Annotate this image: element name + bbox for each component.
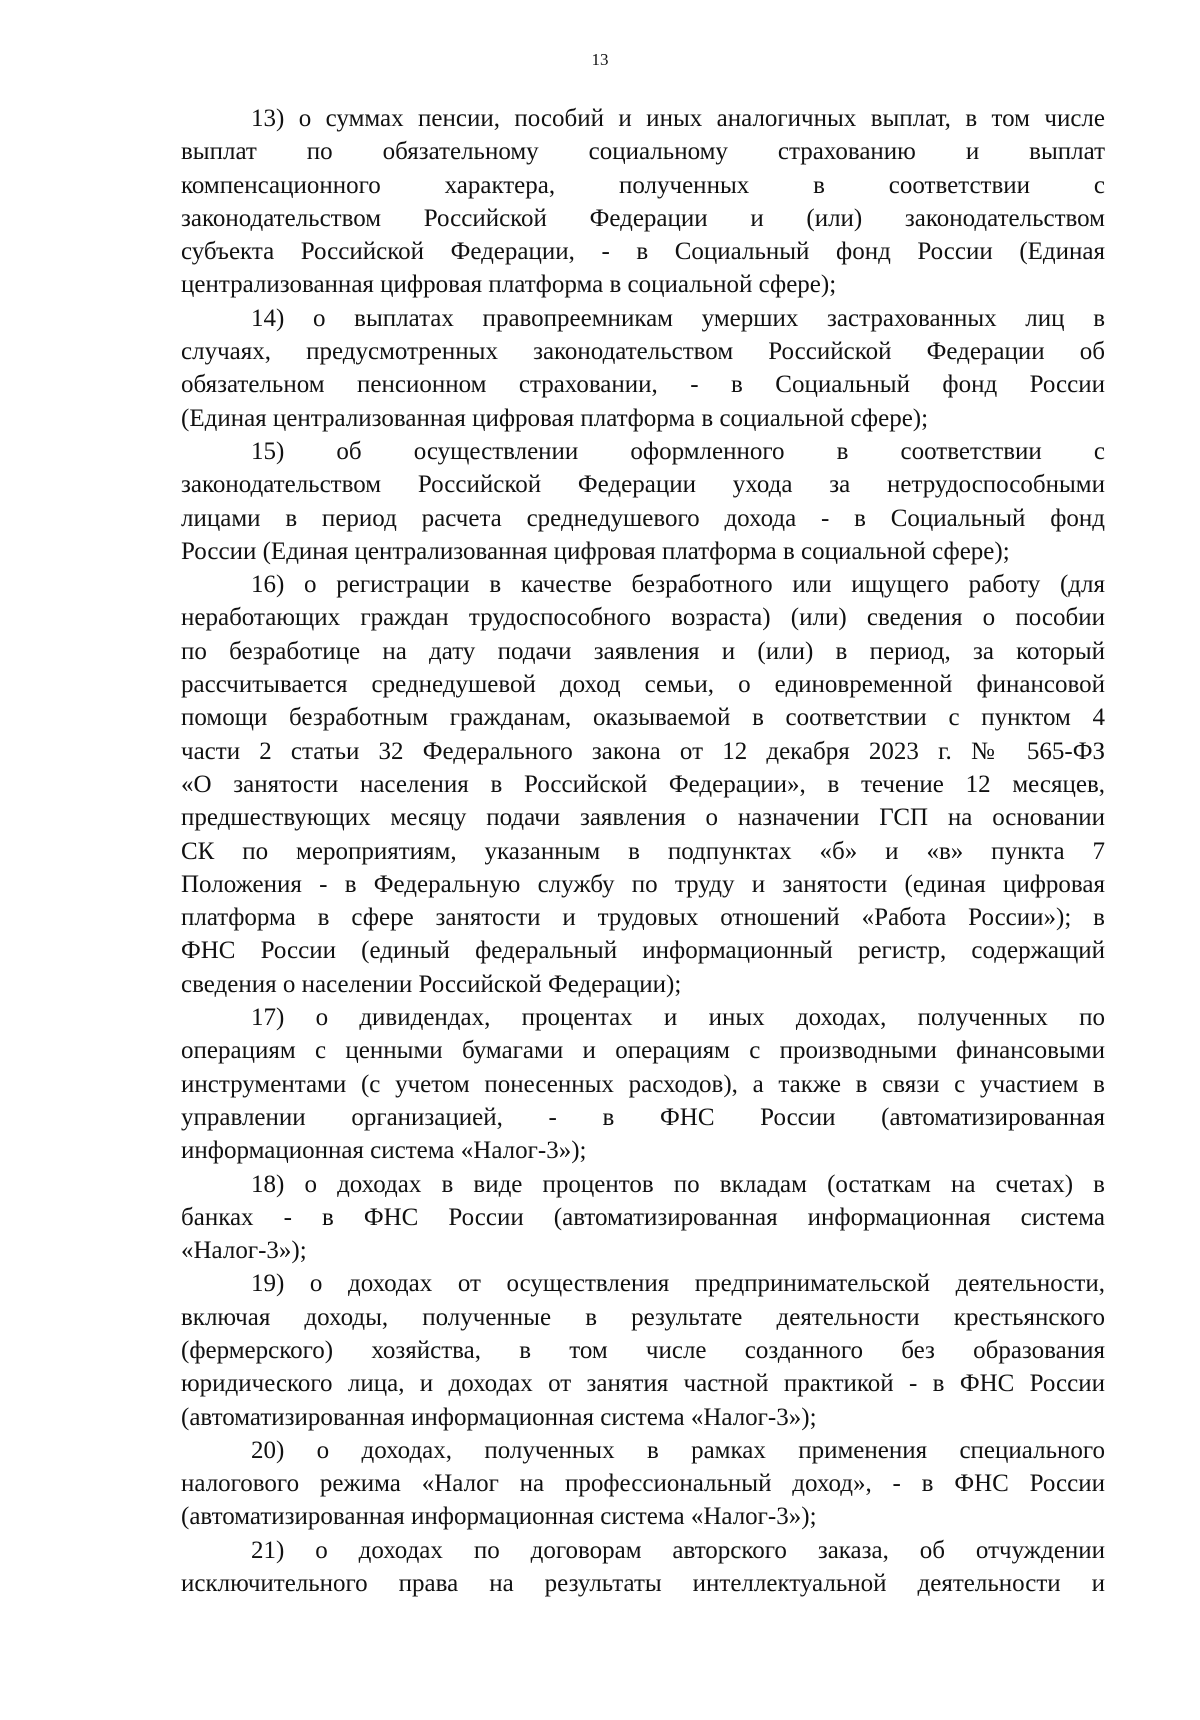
text-line: 20) о доходах, полученных в рамках применения специального [251,1436,1105,1464]
text-line: управлении организацией, - в ФНС России (автоматизированная [181,1103,1105,1131]
text-line: платформа в сфере занятости и трудовых отношений «Работа России»); в [181,904,1105,932]
page-number: 13 [591,50,609,69]
text-line: 14) о выплатах правопреемникам умерших застрахованных лиц в [251,304,1105,332]
text-line: налогового режима «Налог на профессиональный доход», - в ФНС России [181,1470,1105,1498]
text-line: 19) о доходах от осуществления предпринимательской деятельности, [251,1270,1105,1298]
text-line: 16) о регистрации в качестве безработного или ищущего работу (для [251,571,1105,599]
text-line: Положения - в Федеральную службу по труду и занятости (единая цифровая [181,870,1105,898]
text-line: (Единая централизованная цифровая платформа в социальной сфере); [181,404,929,432]
text-line: «О занятости населения в Российской Федерации», в течение 12 месяцев, [181,770,1105,798]
text-line: обязательном пенсионном страховании, - в Социальный фонд России [181,371,1105,399]
paragraph-item-16 [181,568,1105,1001]
text-line: законодательством Российской Федерации и (или) законодательством [181,204,1105,232]
paragraph-item-17 [181,1001,1105,1167]
text-line: операциям с ценными бумагами и операциям с производными финансовыми [181,1037,1105,1065]
text-line: сведения о населении Российской Федерации); [181,970,682,998]
paragraph-item-19 [181,1267,1105,1433]
text-line: 18) о доходах в виде процентов по вкладам (остаткам на счетах) в [251,1170,1105,1198]
text-line: по безработице на дату подачи заявления и (или) в период, за который [181,637,1105,665]
paragraph-item-18 [181,1168,1105,1268]
text-line: 21) о доходах по договорам авторского заказа, об отчуждении [251,1536,1105,1564]
text-line: (фермерского) хозяйства, в том числе созданного без образования [181,1336,1105,1364]
text-line: помощи безработным гражданам, оказываемой в соответствии с пунктом 4 [181,704,1105,732]
text-line: субъекта Российской Федерации, - в Социальный фонд России (Единая [181,238,1105,266]
text-line: компенсационного характера, полученных в соответствии с [181,171,1105,199]
text-line: СК по мероприятиям, указанным в подпунктах «б» и «в» пункта 7 [181,837,1105,865]
text-line: (автоматизированная информационная система «Налог-3»); [181,1503,817,1531]
text-line: неработающих граждан трудоспособного возраста) (или) сведения о пособии [181,604,1105,632]
text-line: информационная система «Налог-3»); [181,1137,587,1165]
text-line: централизованная цифровая платформа в социальной сфере); [181,271,837,299]
text-line: ФНС России (единый федеральный информационный регистр, содержащий [181,937,1105,965]
text-line: (автоматизированная информационная система «Налог-3»); [181,1403,817,1431]
text-line: 15) об осуществлении оформленного в соответствии с [251,437,1105,465]
text-line: 13) о суммах пенсии, пособий и иных аналогичных выплат, в том числе [251,105,1105,132]
text-line: законодательством Российской Федерации ухода за нетрудоспособными [181,471,1105,499]
paragraph-item-21 [181,1534,1105,1601]
text-line: 17) о дивидендах, процентах и иных доходах, полученных по [251,1004,1105,1032]
paragraph-item-20 [181,1434,1105,1534]
text-line: юридического лица, и доходах от занятия частной практикой - в ФНС России [181,1370,1105,1398]
text-line: лицами в период расчета среднедушевого дохода - в Социальный фонд [181,504,1105,532]
text-line: инструментами (с учетом понесенных расходов), а также в связи с участием в [181,1070,1105,1098]
text-line: предшествующих месяцу подачи заявления о назначении ГСП на основании [181,804,1105,832]
text-line: банках - в ФНС России (автоматизированная информационная система [181,1203,1105,1231]
text-line: случаях, предусмотренных законодательством Российской Федерации об [181,338,1105,366]
paragraph-item-14 [181,302,1105,435]
text-line: России (Единая централизованная цифровая платформа в социальной сфере); [181,537,1010,565]
text-line: «Налог-3»); [181,1237,307,1265]
paragraph-item-15 [181,435,1105,568]
text-line: выплат по обязательному социальному страхованию и выплат [181,138,1105,166]
paragraph-item-13 [181,102,1105,302]
text-line: включая доходы, полученные в результате деятельности крестьянского [181,1303,1105,1331]
document-body [181,102,1105,1600]
text-line: рассчитывается среднедушевой доход семьи, о единовременной финансовой [181,671,1105,699]
text-line: исключительного права на результаты интеллектуальной деятельности и [181,1570,1105,1598]
text-line: части 2 статьи 32 Федерального закона от 12 декабря 2023 г. № 565-ФЗ [181,737,1105,765]
